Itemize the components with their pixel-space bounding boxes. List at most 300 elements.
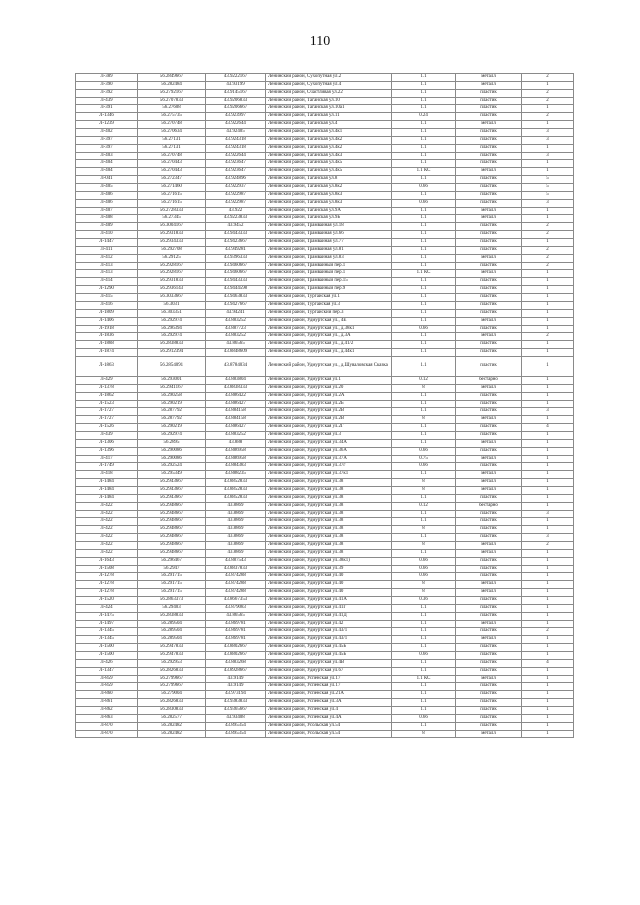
site-code-cell: Л-1727 <box>76 408 138 416</box>
volume-cell: 1.1 <box>392 392 456 400</box>
address-cell: Ленинский район, Успенская ул.17 <box>266 675 392 683</box>
count-cell: 2 <box>522 89 574 97</box>
latitude-cell: 56.296394 <box>138 325 206 333</box>
latitude-cell: 56.27131 <box>138 136 206 144</box>
latitude-cell: 56.290219 <box>138 400 206 408</box>
volume-cell: 1.1 <box>392 262 456 270</box>
longitude-cell: 43.86565 <box>206 612 266 620</box>
site-code-cell: Л-1874 <box>76 349 138 357</box>
latitude-cell: 56.2948667 <box>138 549 206 557</box>
longitude-cell: 43.895354 <box>206 722 266 730</box>
longitude-cell: 43.93199 <box>206 81 266 89</box>
material-cell: пластик <box>456 667 522 675</box>
material-cell: пластик <box>456 644 522 652</box>
volume-cell: 1.1 <box>392 160 456 168</box>
latitude-cell: 56.291715 <box>138 573 206 581</box>
table-row <box>76 231 574 239</box>
volume-cell: 1.1 КС <box>392 270 456 278</box>
latitude-cell: 56.282577 <box>138 714 206 722</box>
latitude-cell: 56.290086 <box>138 455 206 463</box>
site-code-cell: Л-404 <box>76 160 138 168</box>
volume-cell: 1.1 <box>392 341 456 349</box>
site-code-cell: Л-1523 <box>76 400 138 408</box>
volume-cell: 1.1 <box>392 722 456 730</box>
count-cell: 1 <box>522 447 574 455</box>
site-code-cell: Л-422 <box>76 518 138 526</box>
address-cell: Ленинский район, Удмуртская ул.45Б <box>266 652 392 660</box>
count-cell: 4 <box>522 659 574 667</box>
latitude-cell: 56.27131 <box>138 144 206 152</box>
table-row <box>76 541 574 549</box>
latitude-cell: 56.2728333 <box>138 207 206 215</box>
address-cell: Ленинский район, Удмуртская ул.45Б <box>266 644 392 652</box>
site-code-cell: Л-1345 <box>76 628 138 636</box>
count-cell: 1 <box>522 557 574 565</box>
address-cell: Ленинский район, Удмуртская ул.2В <box>266 408 392 416</box>
latitude-cell: 56.3004167 <box>138 223 206 231</box>
table-row <box>76 152 574 160</box>
latitude-cell: 56.2707833 <box>138 97 206 105</box>
volume-cell: 0.66 <box>392 652 456 660</box>
count-cell: 1 <box>522 294 574 302</box>
latitude-cell: 56.2863373 <box>138 597 206 605</box>
count-cell: 1 <box>522 325 574 333</box>
latitude-cell: 56.2947 <box>138 565 206 573</box>
volume-cell: 8 <box>392 384 456 392</box>
table-row <box>76 604 574 612</box>
site-code-cell: Л-862 <box>76 707 138 715</box>
table-row <box>76 129 574 137</box>
table-row <box>76 89 574 97</box>
volume-cell: 8 <box>392 486 456 494</box>
address-cell: Ленинский район, Таганская ул.8 <box>266 176 392 184</box>
table-row <box>76 317 574 325</box>
material-cell: металл <box>456 74 522 82</box>
latitude-cell: 56.2895 <box>138 439 206 447</box>
material-cell: пластик <box>456 424 522 432</box>
table-row <box>76 730 574 738</box>
count-cell: 1 <box>522 356 574 376</box>
material-cell: пластик <box>456 191 522 199</box>
address-cell: Ленинский район, Трамвайный пер.1 <box>266 270 392 278</box>
volume-cell: 1.1 <box>392 471 456 479</box>
latitude-cell: 56.275735 <box>138 113 206 121</box>
latitude-cell: 56.289504 <box>138 620 206 628</box>
latitude-cell: 56.2934333 <box>138 239 206 247</box>
site-code-cell: Л-1484 <box>76 494 138 502</box>
count-cell: 2 <box>522 74 574 82</box>
address-cell: Ленинский район, Трамвайная ул.18 <box>266 223 392 231</box>
material-cell: металл <box>456 636 522 644</box>
count-cell: 1 <box>522 494 574 502</box>
longitude-cell: 43.8838333 <box>206 384 266 392</box>
site-code-cell: Л-406 <box>76 191 138 199</box>
address-cell: Ленинский район, Таганская ул.4к1 <box>266 129 392 137</box>
site-code-cell: Л-1396 <box>76 447 138 455</box>
table-row <box>76 612 574 620</box>
count-cell: 1 <box>522 573 574 581</box>
longitude-cell: 43.8928667 <box>206 667 266 675</box>
site-code-cell: Л-1378 <box>76 384 138 392</box>
count-cell: 1 <box>522 455 574 463</box>
longitude-cell: 43.9396333 <box>206 254 266 262</box>
material-cell: пластик <box>456 691 522 699</box>
count-cell: 1 <box>522 699 574 707</box>
longitude-cell: 43.92405 <box>206 129 266 137</box>
table-row <box>76 136 574 144</box>
latitude-cell: 56.289504 <box>138 636 206 644</box>
site-code-cell: Л-1475 <box>76 612 138 620</box>
volume-cell: 1.1 <box>392 659 456 667</box>
table-row <box>76 486 574 494</box>
volume-cell: 1.1 <box>392 191 456 199</box>
count-cell: 1 <box>522 683 574 691</box>
address-cell: Ленинский район, Удмуртская ул.43/1 <box>266 636 392 644</box>
count-cell: 1 <box>522 270 574 278</box>
material-cell: металл <box>456 675 522 683</box>
latitude-cell: 56.3033667 <box>138 294 206 302</box>
table-row <box>76 400 574 408</box>
site-code-cell: Л-859 <box>76 683 138 691</box>
material-cell: пластик <box>456 565 522 573</box>
site-code-cell: Л-1643 <box>76 557 138 565</box>
site-code-cell: Л-426 <box>76 659 138 667</box>
volume-cell: 1.1 <box>392 278 456 286</box>
volume-cell: 8 <box>392 416 456 424</box>
volume-cell: 1.1 <box>392 408 456 416</box>
table-row <box>76 160 574 168</box>
count-cell: 1 <box>522 707 574 715</box>
count-cell: 1 <box>522 239 574 247</box>
longitude-cell: 43.973194 <box>206 691 266 699</box>
volume-cell: 1.1 <box>392 223 456 231</box>
material-cell: пластик <box>456 463 522 471</box>
count-cell: 1 <box>522 471 574 479</box>
material-cell: металл <box>456 486 522 494</box>
site-code-cell: Л-1727 <box>76 416 138 424</box>
address-cell: Ленинский район, Успенская ул.21А <box>266 691 392 699</box>
address-cell: Ленинский район, Усольская ул.54 <box>266 722 392 730</box>
longitude-cell: 43.8802667 <box>206 644 266 652</box>
volume-cell: 8 <box>392 581 456 589</box>
count-cell: 1 <box>522 565 574 573</box>
count-cell: 1 <box>522 581 574 589</box>
volume-cell: 0.66 <box>392 565 456 573</box>
count-cell: 1 <box>522 301 574 309</box>
material-cell: пластик <box>456 176 522 184</box>
longitude-cell: 43.8869 <box>206 549 266 557</box>
longitude-cell: 43.8784034 <box>206 356 266 376</box>
longitude-cell: 43.9206833 <box>206 97 266 105</box>
table-row <box>76 294 574 302</box>
table-row <box>76 97 574 105</box>
site-code-cell: Л-422 <box>76 549 138 557</box>
address-cell: Ленинский район, Удмуртская ул.38 <box>266 518 392 526</box>
material-cell: металл <box>456 121 522 129</box>
longitude-cell: 43.884158 <box>206 408 266 416</box>
site-code-cell: Л-407 <box>76 207 138 215</box>
material-cell: пластик <box>456 349 522 357</box>
longitude-cell: 43.8852833 <box>206 479 266 487</box>
latitude-cell: 56.2931833 <box>138 278 206 286</box>
table-row <box>76 636 574 644</box>
longitude-cell: 43.9145167 <box>206 89 266 97</box>
site-code-cell: Л-408 <box>76 215 138 223</box>
material-cell: пластик <box>456 286 522 294</box>
material-cell: пластик <box>456 239 522 247</box>
volume-cell: 1.1 <box>392 707 456 715</box>
longitude-cell: 43.884158 <box>206 416 266 424</box>
latitude-cell: 56.271615 <box>138 191 206 199</box>
material-cell: пластик <box>456 129 522 137</box>
volume-cell: 1.1 <box>392 431 456 439</box>
latitude-cell: 56.2948667 <box>138 502 206 510</box>
address-cell: Ленинский район, Удмуртская ул.3 <box>266 431 392 439</box>
table-row <box>76 691 574 699</box>
longitude-cell: 43.922644 <box>206 152 266 160</box>
address-cell: Ленинский район, Таганская ул.8к3 <box>266 199 392 207</box>
count-cell: 1 <box>522 675 574 683</box>
material-cell: металл <box>456 455 522 463</box>
address-cell: Ленинский район, Удмуртская ул.38 <box>266 526 392 534</box>
address-cell: Ленинский район, Удмуртская ул.4В <box>266 659 392 667</box>
table-row <box>76 270 574 278</box>
table-row <box>76 659 574 667</box>
material-cell: пластик <box>456 431 522 439</box>
site-code-cell: Л-404 <box>76 168 138 176</box>
material-cell: пластик <box>456 612 522 620</box>
site-code-cell: Л-1406 <box>76 317 138 325</box>
material-cell: пластик <box>456 160 522 168</box>
table-row <box>76 581 574 589</box>
latitude-cell: 56.2948667 <box>138 534 206 542</box>
material-cell: пластик <box>456 534 522 542</box>
longitude-cell: 43.9444598 <box>206 286 266 294</box>
address-cell: Ленинский район, Трамвайный пер.9 <box>266 286 392 294</box>
address-cell: Ленинский район, Удмуртская ул.2Г <box>266 424 392 432</box>
count-cell: 1 <box>522 604 574 612</box>
longitude-cell: 43.888235 <box>206 471 266 479</box>
longitude-cell: 43.9222167 <box>206 74 266 82</box>
longitude-cell: 43.922644 <box>206 121 266 129</box>
table-row <box>76 356 574 376</box>
longitude-cell: 43.922987 <box>206 199 266 207</box>
latitude-cell: 56.2941167 <box>138 384 206 392</box>
count-cell: 2 <box>522 628 574 636</box>
count-cell: 1 <box>522 691 574 699</box>
table-row <box>76 278 574 286</box>
count-cell: 1 <box>522 309 574 317</box>
longitude-cell: 43.874288 <box>206 581 266 589</box>
longitude-cell: 43.923647 <box>206 160 266 168</box>
longitude-cell: 43.883252 <box>206 317 266 325</box>
material-cell: металл <box>456 581 522 589</box>
material-cell: пластик <box>456 309 522 317</box>
longitude-cell: 43.922987 <box>206 191 266 199</box>
count-cell: 1 <box>522 341 574 349</box>
volume-cell: 1.1 <box>392 239 456 247</box>
latitude-cell: 56.282482 <box>138 722 206 730</box>
address-cell: Ленинский район, Удмуртская ул.38 <box>266 479 392 487</box>
site-code-cell: Л-422 <box>76 534 138 542</box>
material-cell: металл <box>456 589 522 597</box>
table-row <box>76 722 574 730</box>
latitude-cell: 56.292953 <box>138 659 206 667</box>
table-row <box>76 207 574 215</box>
table-row <box>76 376 574 384</box>
latitude-cell: 56.270748 <box>138 152 206 160</box>
latitude-cell: 56.270443 <box>138 160 206 168</box>
longitude-cell: 43.924318 <box>206 144 266 152</box>
latitude-cell: 56.270443 <box>138 168 206 176</box>
table-row <box>76 199 574 207</box>
count-cell: 3 <box>522 408 574 416</box>
address-cell: Ленинский район, Трамвайный пер.1 <box>266 262 392 270</box>
count-cell: 1 <box>522 400 574 408</box>
material-cell: пластик <box>456 604 522 612</box>
site-code-cell: Л-1526 <box>76 424 138 432</box>
count-cell: 2 <box>522 223 574 231</box>
longitude-cell: 43.8869 <box>206 534 266 542</box>
latitude-cell: 56.270634 <box>138 129 206 137</box>
address-cell: Ленинский район, Таганская ул.9Б <box>266 215 392 223</box>
registry-body <box>76 74 574 738</box>
address-cell: Ленинский район, Удмуртская ул.67 <box>266 667 392 675</box>
volume-cell: 1.1 <box>392 105 456 113</box>
site-code-cell: Л-405 <box>76 184 138 192</box>
count-cell: 1 <box>522 479 574 487</box>
material-cell: металл <box>456 317 522 325</box>
count-cell: 1 <box>522 549 574 557</box>
material-cell: бестарно <box>456 502 522 510</box>
table-row <box>76 168 574 176</box>
count-cell: 1 <box>522 722 574 730</box>
site-code-cell: Л-863 <box>76 714 138 722</box>
longitude-cell: 43.869781 <box>206 628 266 636</box>
material-cell: пластик <box>456 597 522 605</box>
latitude-cell: 56.279004 <box>138 691 206 699</box>
count-cell: 2 <box>522 254 574 262</box>
address-cell: Ленинский район, Удмуртская ул.38 <box>266 486 392 494</box>
count-cell: 1 <box>522 168 574 176</box>
site-code-cell: Л-390 <box>76 81 138 89</box>
material-cell: металл <box>456 254 522 262</box>
table-row <box>76 628 574 636</box>
count-cell: 1 <box>522 215 574 223</box>
volume-cell: 0.36 <box>392 597 456 605</box>
count-cell: 1 <box>522 597 574 605</box>
volume-cell: 8 <box>392 526 456 534</box>
address-cell: Ленинский район, Удмуртская ул.41Д <box>266 612 392 620</box>
material-cell: пластик <box>456 278 522 286</box>
count-cell: 1 <box>522 667 574 675</box>
site-code-cell: Л-413 <box>76 270 138 278</box>
material-cell: металл <box>456 479 522 487</box>
address-cell: Ленинский район, Таганская ул.10а1 <box>266 105 392 113</box>
address-cell: Ленинский район, Трамвайная ул.81 <box>266 246 392 254</box>
volume-cell: 0.66 <box>392 199 456 207</box>
longitude-cell: 43.922937 <box>206 184 266 192</box>
count-cell: 3 <box>522 152 574 160</box>
site-code-cell: Л-041 <box>76 176 138 184</box>
address-cell: Ленинский район, Тургайская ул.1 <box>266 294 392 302</box>
material-cell: пластик <box>456 659 522 667</box>
volume-cell: 0.66 <box>392 573 456 581</box>
site-code-cell: Л-397 <box>76 136 138 144</box>
longitude-cell: 43.895354 <box>206 730 266 738</box>
site-code-cell: Л-1239 <box>76 121 138 129</box>
site-code-cell: Л-1500 <box>76 652 138 660</box>
site-code-cell: Л-429 <box>76 376 138 384</box>
longitude-cell: 43.93408 <box>206 714 266 722</box>
table-row <box>76 431 574 439</box>
latitude-cell: 56.290219 <box>138 424 206 432</box>
table-row <box>76 494 574 502</box>
latitude-cell: 56.272347 <box>138 176 206 184</box>
volume-cell: 1.1 <box>392 620 456 628</box>
site-code-cell: Л-439 <box>76 97 138 105</box>
latitude-cell: 56.27345 <box>138 215 206 223</box>
latitude-cell: 56.282482 <box>138 730 206 738</box>
address-cell: Ленинский район, Удмуртская ул., 4Е <box>266 317 392 325</box>
volume-cell: 1.1 <box>392 424 456 432</box>
table-row <box>76 502 574 510</box>
longitude-cell: 43.949281 <box>206 246 266 254</box>
address-cell: Ленинский район, Удмуртская ул.41Г <box>266 604 392 612</box>
longitude-cell: 43.879083 <box>206 604 266 612</box>
count-cell: 2 <box>522 231 574 239</box>
table-row <box>76 573 574 581</box>
site-code-cell: Л-422 <box>76 541 138 549</box>
volume-cell: 1.1 <box>392 494 456 502</box>
longitude-cell: 43.869781 <box>206 620 266 628</box>
longitude-cell: 43.9452 <box>206 223 266 231</box>
address-cell: Ленинский район, Удмуртская ул.38 <box>266 541 392 549</box>
volume-cell: 1.1 <box>392 207 456 215</box>
latitude-cell: 56.2912394 <box>138 349 206 357</box>
table-row <box>76 408 574 416</box>
material-cell: пластик <box>456 294 522 302</box>
address-cell: Ленинский район, Удмуртская ул.38к1) <box>266 557 392 565</box>
longitude-cell: 43.883268 <box>206 659 266 667</box>
site-code-cell: Л-391 <box>76 105 138 113</box>
site-code-cell: Л-1484 <box>76 479 138 487</box>
volume-cell: 1.1 <box>392 294 456 302</box>
volume-cell: 1.1 <box>392 636 456 644</box>
volume-cell: 1.1 <box>392 246 456 254</box>
latitude-cell: 56.295349 <box>138 471 206 479</box>
longitude-cell: 43.9383833 <box>206 699 266 707</box>
address-cell: Ленинский район, Удмуртская ул.40 <box>266 573 392 581</box>
longitude-cell: 43.8852833 <box>206 494 266 502</box>
material-cell: пластик <box>456 683 522 691</box>
address-cell: Ленинский район, Удмуртская ул.40 <box>266 589 392 597</box>
volume-cell: 1.1 <box>392 231 456 239</box>
volume-cell: 8 <box>392 730 456 738</box>
latitude-cell: 56.2838833 <box>138 341 206 349</box>
table-row <box>76 349 574 357</box>
longitude-cell: 43.9149 <box>206 683 266 691</box>
address-cell: Ленинский район, Удмуртская ул.38 <box>266 549 392 557</box>
address-cell: Ленинский район, Таганская ул.11 <box>266 113 392 121</box>
volume-cell: 0.12 <box>392 502 456 510</box>
volume-cell: 0.75 <box>392 455 456 463</box>
count-cell: 1 <box>522 384 574 392</box>
material-cell: пластик <box>456 246 522 254</box>
address-cell: Ленинский район, Таганская ул.4к2 <box>266 144 392 152</box>
longitude-cell: 43.9365667 <box>206 707 266 715</box>
table-row <box>76 416 574 424</box>
